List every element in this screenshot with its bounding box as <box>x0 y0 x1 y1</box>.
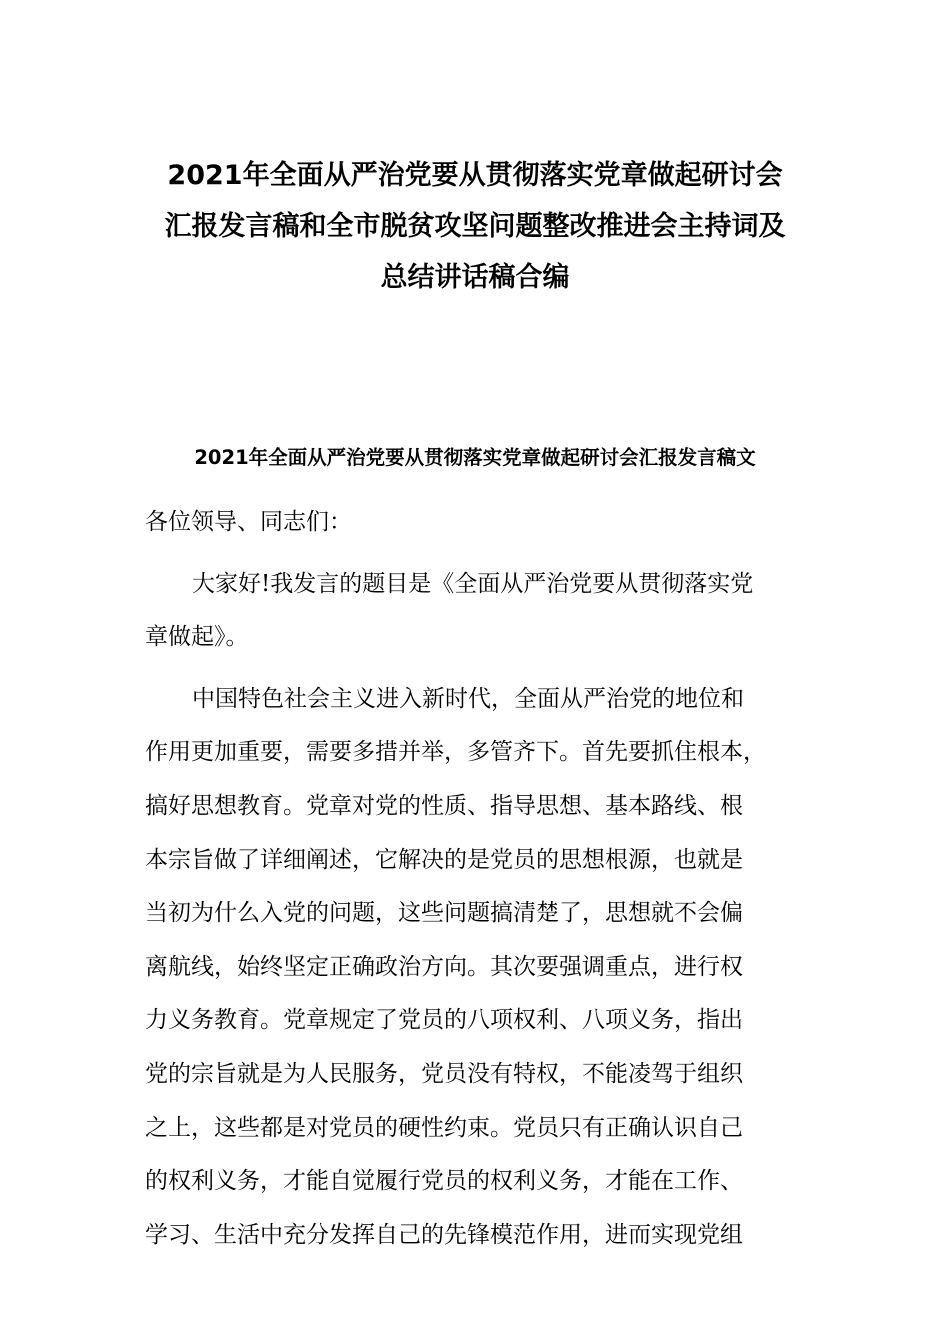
paragraph-gap <box>145 550 807 558</box>
paragraph-line: 大家好!我发言的题目是《全面从严治党要从贯彻落实党 <box>192 570 754 597</box>
paragraph-line: 中国特色社会主义进入新时代，全面从严治党的地位和 <box>192 685 744 712</box>
paragraph-gap <box>145 665 807 673</box>
paragraph-2 <box>145 673 807 1263</box>
paragraph-line: 章做起》。 <box>145 624 249 651</box>
paragraph-line: 当初为什么入党的问题，这些问题搞清楚了，思想就不会偏 <box>145 900 743 927</box>
salutation: 各位领导、同志们： <box>145 509 352 535</box>
main-title-line: 汇报发言稿和全市脱贫攻坚问题整改推进会主持词及 <box>164 211 786 242</box>
main-title <box>120 150 830 303</box>
paragraph-line: 力义务教育。党章规定了党员的八项权利、八项义务，指出 <box>145 1007 743 1034</box>
paragraph-line: 作用更加重要，需要多措并举，多管齐下。首先要抓住根本， <box>145 739 766 766</box>
main-title-line: 2021年全面从严治党要从贯彻落实党章做起研讨会 <box>167 160 783 191</box>
section-title: 2021年全面从严治党要从贯彻落实党章做起研讨会汇报发言稿文 <box>194 446 756 469</box>
paragraph-line: 党的宗旨就是为人民服务，党员没有特权，不能凌驾于组织 <box>145 1060 743 1087</box>
paragraph-line: 离航线，始终坚定正确政治方向。其次要强调重点，进行权 <box>145 953 743 980</box>
paragraph-line: 学习、生活中充分发挥自己的先锋模范作用，进而实现党组 <box>145 1221 743 1248</box>
paragraph-line: 搞好思想教育。党章对党的性质、指导思想、基本路线、根 <box>145 792 743 819</box>
paragraph-1 <box>145 558 807 665</box>
main-title-line: 总结讲话稿合编 <box>380 262 570 293</box>
paragraph-line: 的权利义务，才能自觉履行党员的权利义务，才能在工作、 <box>145 1168 743 1195</box>
paragraph-line: 本宗旨做了详细阐述，它解决的是党员的思想根源，也就是 <box>145 846 743 873</box>
document-body <box>145 496 807 1262</box>
paragraph-line: 之上，这些都是对党员的硬性约束。党员只有正确认识自己 <box>145 1114 743 1141</box>
